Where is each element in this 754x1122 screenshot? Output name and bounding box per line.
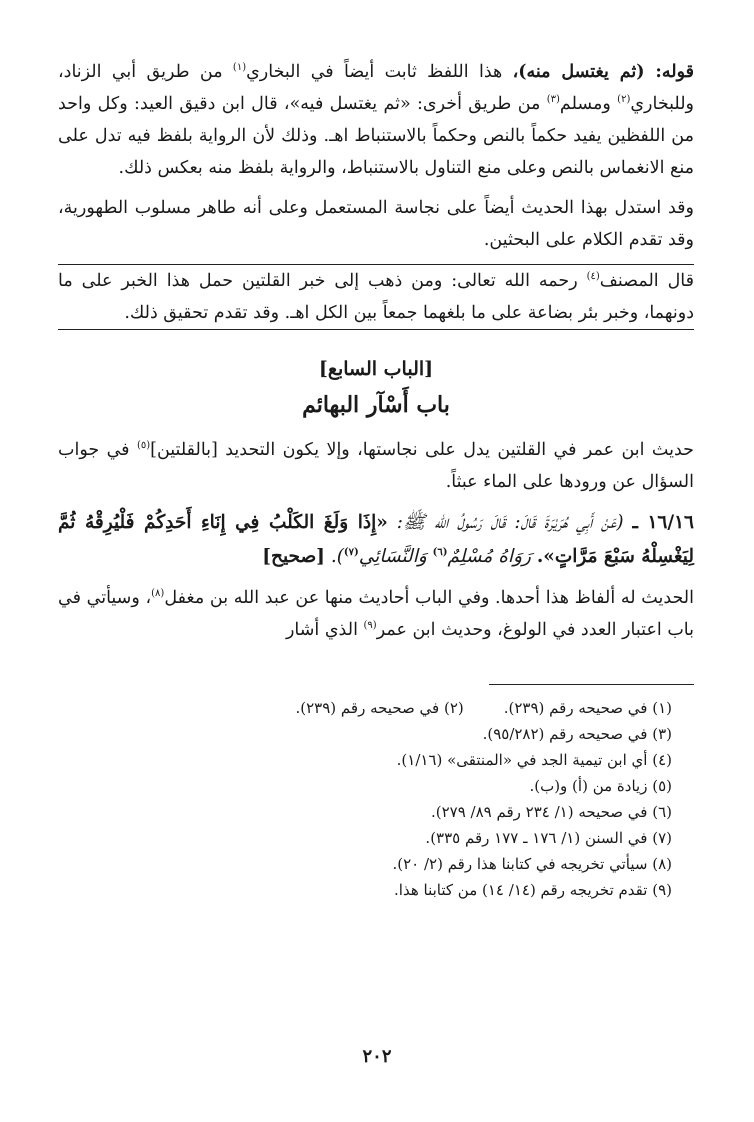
hadith-source: وَالنَّسَائِي — [358, 546, 433, 567]
page-number: ٢٠٢ — [362, 1046, 392, 1067]
footnote-ref[interactable]: (١) — [232, 62, 247, 74]
footnote-ref[interactable]: (٢) — [617, 94, 631, 106]
footnote-row — [58, 825, 672, 851]
hadith-narration: (عَنْ أَبِي هُرَيْرَةَ قَالَ: قَالَ رَسُولُ الله ﷺ: — [387, 512, 633, 533]
footnotes — [58, 695, 694, 903]
hadith-source-close: ). — [324, 546, 344, 567]
quote-lead: قوله: (ثم يغتسل منه)، — [512, 62, 694, 82]
text: في جواب السؤال عن ورودها على الماء عبثاً. — [58, 440, 694, 492]
footnote-row — [58, 877, 672, 903]
text: قال المصنف — [599, 271, 694, 291]
text: من طريق أخرى: «ثم يغتسل فيه»، قال ابن دقيق العيد: وكل واحد من اللفظين يفيد حكماً بالنص وحكماً بالاستنباط اهـ. وذلك لأن الرواية بلفظ فيه تدل على منع الانغماس بالنص وعلى منع التناول بالاستنباط، والرواية بلفظ منه بعكس ذلك. — [58, 94, 694, 178]
text: حديث ابن عمر في القلتين يدل على نجاستها، وإلا يكون التحديد [بالقلتين] — [150, 440, 694, 460]
footnote-ref[interactable]: (٧) — [343, 546, 359, 558]
footnote-ref[interactable]: (٨) — [151, 588, 165, 600]
text: الحديث له ألفاظ هذا أحدها. وفي الباب أحاديث منها عن عبد الله بن مغفل — [164, 588, 694, 608]
text: رحمه الله تعالى: ومن ذهب إلى خبر القلتين حمل هذا الخبر على ما دونهما، وخبر بئر بضاعة على ما بلغهما جمعاً بين الكل اهـ. وقد تقدم تحقيق ذلك. — [58, 271, 694, 323]
footnote-row — [58, 695, 672, 721]
footnote-row — [58, 721, 672, 747]
text: الذي أشار — [285, 620, 364, 640]
text: ومسلم — [559, 94, 618, 114]
footnote-3: (٣) في صحيحه رقم (٩٥/٢٨٢). — [482, 725, 672, 743]
hadith-text — [58, 506, 694, 574]
footnote-8: (٨) سيأتي تخريجه في كتابنا هذا رقم (٢/ ٢٠). — [392, 855, 672, 873]
paragraph-4 — [58, 434, 694, 498]
footnote-separator — [489, 684, 694, 685]
footnote-9: (٩) تقدم تخريجه رقم (١٤/ ١٤) من كتابنا هذا. — [394, 881, 672, 899]
text: هذا اللفظ ثابت أيضاً في البخاري — [246, 62, 513, 82]
footnote-2: (٢) في صحيحه رقم (٢٣٩). — [295, 699, 464, 717]
text: ، وسيأتي في باب اعتبار العدد في الولوغ، وحديث ابن عمر — [58, 588, 694, 640]
footnote-ref[interactable]: (٦) — [432, 546, 448, 558]
chapter-title: باب أَسْآر البهائم — [302, 392, 450, 418]
chapter-heading — [58, 352, 694, 424]
footnote-row — [58, 799, 672, 825]
footnote-ref[interactable]: (٩) — [363, 620, 377, 632]
chapter-label: [الباب السابع] — [318, 358, 434, 380]
hadith-matn: «إِذَا وَلَغَ الكَلْبُ فِي إِنَاءِ أَحَدِكُمْ فَلْيُرِقْهُ ثُمَّ لِيَغْسِلْهُ سَبْعَ مَرَّاتٍ». — [58, 512, 694, 567]
footnote-4: (٤) أي ابن تيمية الجد في «المنتقى» (١/١٦). — [396, 751, 672, 769]
footnote-row — [58, 851, 672, 877]
text: من طريق أبي الزناد، وللبخاري — [58, 62, 694, 114]
paragraph-2: وقد استدل بهذا الحديث أيضاً على نجاسة المستعمل وعلى أنه طاهر مسلوب الطهورية، وقد تقدم الكلام على البحثين. — [58, 198, 694, 250]
hadith-grade: [صحيح] — [262, 546, 325, 567]
footnote-ref[interactable]: (٥) — [136, 440, 151, 452]
paragraph-1 — [58, 56, 694, 184]
footnote-1: (١) في صحيحه رقم (٢٣٩). — [503, 699, 672, 717]
footnote-ref[interactable]: (٣) — [546, 94, 560, 106]
footnote-row — [58, 747, 672, 773]
footnote-5: (٥) زيادة من (أ) و(ب). — [529, 777, 672, 795]
page-content — [58, 56, 694, 903]
author-quote-paragraph — [58, 264, 694, 330]
paragraph-5 — [58, 582, 694, 646]
hadith-number: ١٦/١٦ ـ — [632, 512, 694, 533]
footnote-row — [58, 773, 672, 799]
footnote-6: (٦) في صحيحه (١/ ٢٣٤ رقم ٨٩/ ٢٧٩). — [430, 803, 672, 821]
footnote-ref[interactable]: (٤) — [586, 271, 600, 283]
hadith-source: رَوَاهُ مُسْلِمٌ — [447, 546, 537, 567]
footnote-7: (٧) في السنن (١/ ١٧٦ ـ ١٧٧ رقم ٣٣٥). — [425, 829, 672, 847]
